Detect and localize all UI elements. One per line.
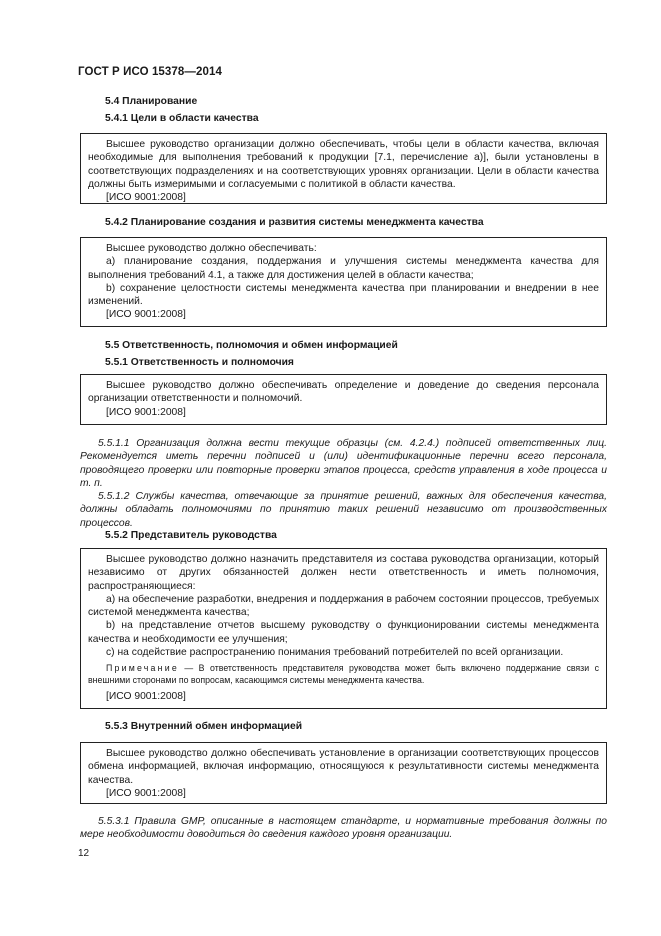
section-heading-5-5-1: 5.5.1 Ответственность и полномочия	[105, 357, 294, 368]
quote-box-5-4-1	[80, 133, 607, 204]
section-heading-5-5-2: 5.5.2 Представитель руководства	[105, 530, 277, 541]
iso-reference: [ИСО 9001:2008]	[106, 192, 186, 204]
paragraph-5-5-1-2: 5.5.1.2 Службы качества, отвечающие за принятие решений, важных для обеспечения качества, должны обладать полномочиями по принятию таких решений независимо от производственных процессов.	[80, 491, 607, 529]
note-text: — В ответственность представителя руководства может быть включено поддержание связи с внешними сторонами по вопросам, касающимся системы менеджмента качества.	[88, 663, 599, 686]
quote-text: Высшее руководство организации должно обеспечивать, чтобы цели в области качества, включая необходимые для выполнения требований к продукции [7.1, перечисление a)], были установлены в соответствующих подразделениях и на соответствующих уровнях организации. Цели в области качества должны быть измеримыми и согласуемыми с политикой в области качества.	[88, 139, 599, 190]
quote-text: Высшее руководство должно обеспечивать определение и доведение до сведения персонала организации ответственности и полномочий.	[88, 380, 599, 405]
iso-reference: [ИСО 9001:2008]	[106, 691, 186, 703]
list-item-b: b) на представление отчетов высшему руководству о функционировании системы менеджмента качества и необходимости ее улучшения;	[88, 620, 599, 645]
quote-box-5-5-2	[80, 548, 607, 709]
quote-box-5-5-3	[80, 742, 607, 804]
document-header: ГОСТ Р ИСО 15378—2014	[78, 66, 223, 78]
list-item-a: a) на обеспечение разработки, внедрения и поддержания в рабочем состоянии процессов, требуемых системой менеджмента качества;	[88, 593, 599, 619]
paragraph-5-5-1-1: 5.5.1.1 Организация должна вести текущие образцы (см. 4.2.4.) подписей ответственных лиц. Рекомендуется иметь перечни подписей и (или) идентификационные перечни всего персонала, проводящего проверки или повторные проверки этапов процесса, средств управления в ходе процесса и т. п.	[80, 438, 607, 489]
section-heading-5-5-3: 5.5.3 Внутренний обмен информацией	[105, 721, 303, 732]
quote-box-5-5-1	[80, 374, 607, 425]
paragraph-5-5-3-1: 5.5.3.1 Правила GMP, описанные в настоящем стандарте, и нормативные требования должны по мере необходимости доводиться до сведения каждого уровня организации.	[80, 816, 607, 841]
iso-reference: [ИСО 9001:2008]	[106, 406, 186, 418]
section-heading-5-4-1: 5.4.1 Цели в области качества	[105, 113, 259, 124]
list-item-c: c) на содействие распространению понимания требований потребителей по всей организации.	[106, 647, 564, 659]
section-heading-5-5: 5.5 Ответственность, полномочия и обмен информацией	[105, 340, 398, 351]
quote-text: Высшее руководство должно обеспечивать установление в организации соответствующих процессов обмена информацией, включая информацию, относящуюся к результативности системы менеджмента качества.	[88, 748, 599, 786]
section-heading-5-4-2: 5.4.2 Планирование создания и развития системы менеджмента качества	[105, 217, 484, 228]
iso-reference: [ИСО 9001:2008]	[106, 309, 186, 321]
iso-reference: [ИСО 9001:2008]	[106, 787, 186, 799]
quote-box-5-4-2	[80, 237, 607, 327]
list-item-b: b) сохранение целостности системы менеджмента качества при планировании и внедрении в нее изменений.	[88, 282, 599, 308]
quote-intro: Высшее руководство должно назначить представителя из состава руководства организации, который независимо от других обязанностей должен нести ответственность и иметь полномочия, распространяющиеся:	[88, 554, 599, 592]
quote-intro: Высшее руководство должно обеспечивать:	[106, 243, 317, 254]
list-item-a: a) планирование создания, поддержания и улучшения системы менеджмента качества для выполнения требований 4.1, а также для достижения целей в области качества;	[88, 256, 599, 281]
note-label: Примечание	[106, 663, 179, 674]
note	[88, 662, 599, 686]
page-number: 12	[78, 848, 90, 859]
section-heading-5-4: 5.4 Планирование	[105, 96, 198, 107]
